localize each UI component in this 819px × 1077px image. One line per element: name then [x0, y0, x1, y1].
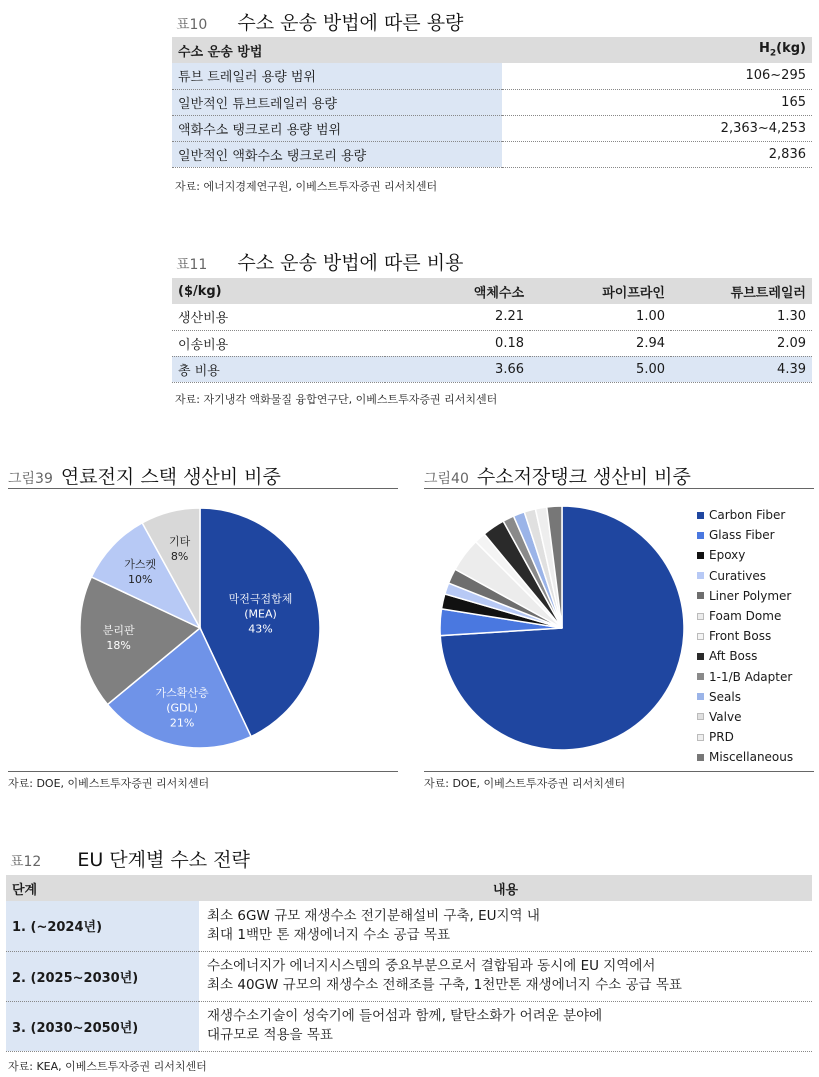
legend-swatch [697, 552, 704, 559]
legend-swatch [697, 512, 704, 519]
legend-item [697, 545, 793, 565]
table-row: 이송비용 0.18 2.94 2.09 [172, 330, 812, 356]
col-header-method: 수소 운송 방법 [172, 37, 502, 63]
legend-swatch [697, 572, 704, 579]
legend-swatch [697, 713, 704, 720]
table-12 [6, 875, 812, 1052]
pie-slice-label: 기타 8% [168, 534, 191, 563]
legend-swatch [697, 693, 704, 700]
legend-label: PRD [709, 730, 734, 745]
table-title-text: 수소 운송 방법에 따른 용량 [237, 12, 464, 34]
figure-40-title [424, 462, 691, 489]
pie-slice-label: 가스켓 10% [124, 557, 157, 586]
figure-number: 그림39 [8, 471, 53, 487]
table-10-title [176, 8, 463, 35]
table-row: 2. (2025~2030년) 수소에너지가 에너지시스템의 중요부분으로서 결합됨과 동시에 EU 지역에서 최소 40GW 규모의 재생수소 전해조를 구축, 1천만톤 재생에너지 수소 공급 목표 [6, 951, 812, 1001]
figure-title-rule [8, 488, 398, 489]
figure-title-text: 연료전지 스택 생산비 비중 [60, 466, 281, 488]
table-row: 3. (2030~2050년) 재생수소기술이 성숙기에 들어섬과 함께, 탈탄소화가 어려운 분야에 대규모로 적용을 목표 [6, 1001, 812, 1051]
storage-tank-cost-pie [420, 490, 700, 770]
legend-item [697, 727, 793, 747]
table-row: 일반적인 액화수소 탱크로리 용량 2,836 [172, 141, 812, 167]
chart-legend [697, 505, 793, 767]
pie-slice-label: 가스확산층 (GDL) 21% [155, 686, 209, 730]
source-note: 자료: 자기냉각 액화물질 융합연구단, 이베스트투자증권 리서치센터 [175, 393, 498, 406]
table-row: 액화수소 탱크로리 용량 범위 2,363~4,253 [172, 115, 812, 141]
legend-swatch [697, 613, 704, 620]
figure-39-title [8, 462, 281, 489]
legend-label: Aft Boss [709, 649, 758, 664]
source-note: 자료: DOE, 이베스트투자증권 리서치센터 [424, 777, 626, 790]
table-number: 표11 [176, 257, 208, 273]
legend-item [697, 566, 793, 586]
legend-swatch [697, 673, 704, 680]
legend-item [697, 525, 793, 545]
legend-label: Foam Dome [709, 609, 782, 624]
legend-label: Seals [709, 689, 741, 704]
legend-item [697, 667, 793, 687]
table-title-text: EU 단계별 수소 전략 [77, 849, 250, 871]
table-11-title [176, 248, 463, 275]
col-header-tube: 튜브트레일러 [671, 278, 812, 304]
legend-item [697, 646, 793, 666]
pie-slice-label: 막전극접합체 (MEA) 43% [228, 592, 293, 636]
legend-item [697, 747, 793, 767]
col-header-pipeline: 파이프라인 [530, 278, 671, 304]
figure-title-rule [424, 488, 814, 489]
legend-label: Liner Polymer [709, 588, 792, 603]
source-note: 자료: DOE, 이베스트투자증권 리서치센터 [8, 777, 210, 790]
table-12-title [10, 845, 250, 872]
source-note: 자료: KEA, 이베스트투자증권 리서치센터 [8, 1060, 207, 1073]
table-10 [172, 37, 812, 168]
legend-label: Glass Fiber [709, 528, 775, 543]
col-header-liquid: 액체수소 [385, 278, 530, 304]
legend-swatch [697, 653, 704, 660]
legend-item [697, 606, 793, 626]
table-11 [172, 278, 812, 383]
legend-label: Miscellaneous [709, 750, 794, 765]
figure-bottom-rule [8, 771, 398, 772]
legend-item [697, 586, 793, 606]
legend-swatch [697, 592, 704, 599]
legend-swatch [697, 532, 704, 539]
legend-item [697, 687, 793, 707]
table-row: 1. (~2024년) 최소 6GW 규모 재생수소 전기분해설비 구축, EU지역 내 최대 1백만 톤 재생에너지 수소 공급 목표 [6, 901, 812, 951]
figure-title-text: 수소저장탱크 생산비 비중 [476, 466, 691, 488]
legend-swatch [697, 734, 704, 741]
legend-label: Curatives [709, 568, 767, 583]
table-number: 표10 [176, 17, 208, 33]
figure-number: 그림40 [424, 471, 469, 487]
col-header-content: 내용 [199, 875, 812, 901]
col-header-stage: 단계 [6, 875, 199, 901]
figure-bottom-rule [424, 771, 814, 772]
legend-label: Epoxy [709, 548, 746, 563]
legend-swatch [697, 633, 704, 640]
legend-label: 1-1/B Adapter [709, 669, 793, 684]
source-note: 자료: 에너지경제연구원, 이베스트투자증권 리서치센터 [175, 180, 438, 193]
table-row-total: 총 비용 3.66 5.00 4.39 [172, 356, 812, 382]
legend-label: Valve [709, 709, 742, 724]
table-number: 표12 [10, 854, 42, 870]
legend-item [697, 626, 793, 646]
legend-label: Carbon Fiber [709, 508, 786, 523]
table-row: 생산비용 2.21 1.00 1.30 [172, 304, 812, 330]
legend-item [697, 707, 793, 727]
col-header-unit: ($/kg) [172, 278, 385, 304]
legend-item [697, 505, 793, 525]
pie-slice-label: 분리판 18% [102, 624, 135, 653]
table-title-text: 수소 운송 방법에 따른 비용 [237, 252, 464, 274]
table-row: 일반적인 튜브트레일러 용량 165 [172, 89, 812, 115]
table-row: 튜브 트레일러 용량 범위 106~295 [172, 63, 812, 89]
legend-label: Front Boss [709, 629, 772, 644]
legend-swatch [697, 754, 704, 761]
col-header-capacity: $H_2(kg)$ [502, 37, 812, 63]
